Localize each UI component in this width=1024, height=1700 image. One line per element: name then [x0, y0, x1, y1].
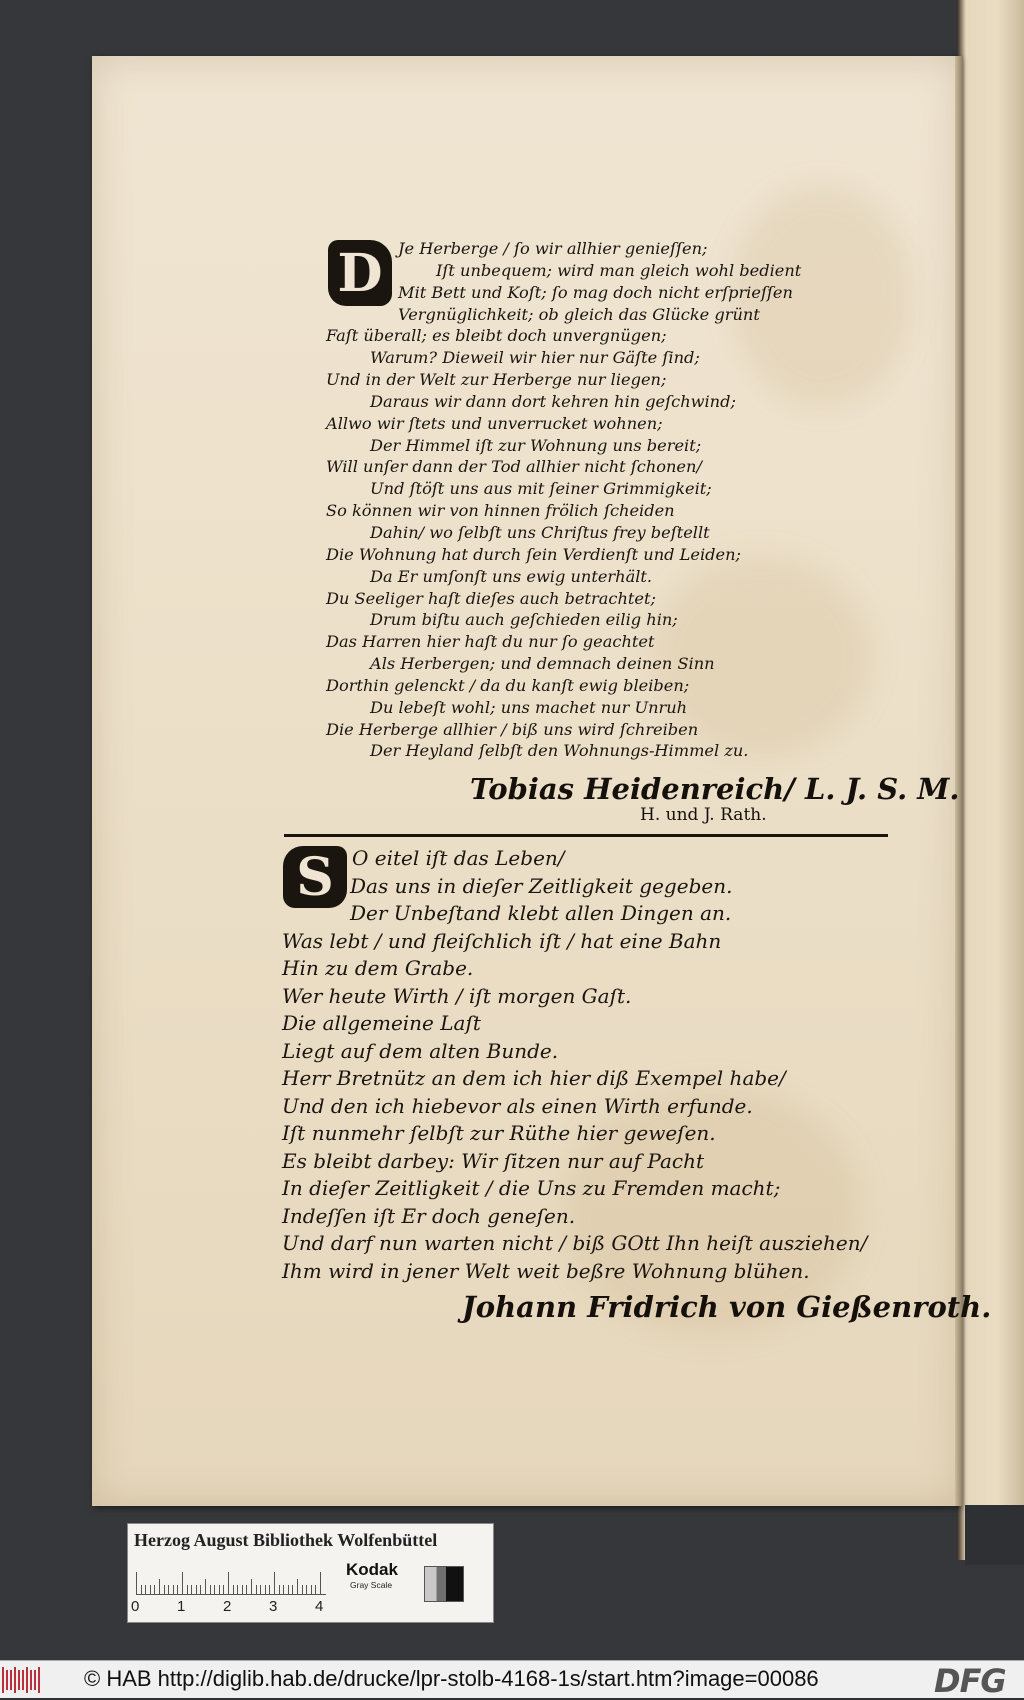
- ruler-tick: [274, 1572, 275, 1594]
- ruler-tick: [297, 1579, 298, 1594]
- ruler-tick: [154, 1585, 155, 1594]
- signature-giessenroth: Johann Fridrich von Gießenroth.: [462, 1290, 992, 1324]
- ruler-tick: [246, 1585, 247, 1594]
- poem-line: Liegt auf dem alten Bunde.: [282, 1038, 559, 1063]
- poem-line: Indeſſen iſt Er doch geneſen.: [282, 1203, 576, 1228]
- adjacent-page-strip: [958, 0, 1024, 1560]
- poem-line: Du Seeliger haſt dieſes auch betrachtet;: [326, 588, 656, 608]
- decorative-initial-s: S: [283, 846, 347, 908]
- ruler-tick: [191, 1585, 192, 1594]
- poem-line: So können wir von hinnen frölich ſcheiden: [326, 501, 675, 521]
- scan-background-corner: [965, 1505, 1024, 1565]
- decorative-initial-d: D: [328, 240, 392, 306]
- ruler-tick: [223, 1585, 224, 1594]
- poem-line: Und darf nun warten nicht / biß GOtt Ihn heiſt ausziehen/: [282, 1231, 868, 1255]
- ruler-tick: [228, 1572, 229, 1594]
- ruler-number: 3: [269, 1598, 278, 1615]
- poem-line: Will unſer dann der Tod allhier nicht ſchonen/: [326, 457, 702, 477]
- poem-line: Die Wohnung hat durch ſein Verdienſt und Leiden;: [326, 544, 741, 564]
- poem-line: Was lebt / und fleiſchlich iſt / hat eine Bahn: [282, 928, 722, 953]
- ruler-tick: [292, 1585, 293, 1594]
- library-scale-card: [127, 1523, 494, 1623]
- ruler-tick: [164, 1585, 165, 1594]
- gray-scale-label: Gray Scale: [350, 1580, 393, 1590]
- poem-line: Vergnüglichkeit; ob gleich das Glücke grünt: [398, 304, 760, 324]
- poem-line: Hin zu dem Grabe.: [282, 956, 474, 980]
- poem-line: Faſt überall; es bleibt doch unvergnügen;: [326, 326, 667, 346]
- poem-line: Drum biſtu auch geſchieden eilig hin;: [370, 610, 678, 630]
- ruler-tick: [237, 1585, 238, 1594]
- library-name: Herzog August Bibliothek Wolfenbüttel: [134, 1530, 438, 1550]
- ruler-tick: [302, 1585, 303, 1594]
- poem-line: Und in der Welt zur Herberge nur liegen;: [326, 370, 667, 390]
- ruler-tick: [256, 1585, 257, 1594]
- section-divider: [284, 834, 888, 837]
- ruler-tick: [159, 1579, 160, 1594]
- ruler-tick: [168, 1585, 169, 1594]
- poem-line: Daraus wir dann dort kehren hin geſchwind;: [370, 391, 736, 411]
- ruler-tick: [320, 1572, 321, 1594]
- ruler-tick: [200, 1585, 201, 1594]
- ruler-tick: [251, 1579, 252, 1594]
- ruler-tick: [283, 1585, 284, 1594]
- poem-line: Der Heyland ſelbſt den Wohnungs-Himmel zu.: [370, 741, 749, 761]
- footer-bar: [0, 1660, 1024, 1698]
- poem-line: Und ſtöſt uns aus mit ſeiner Grimmigkeit;: [370, 479, 712, 499]
- ruler-number: 1: [177, 1598, 186, 1615]
- poem-line: Warum? Dieweil wir hier nur Gäſte ſind;: [370, 348, 700, 368]
- poem-line: Iſt nunmehr ſelbſt zur Rüthe hier geweſen.: [282, 1121, 716, 1145]
- ruler-number: 0: [131, 1598, 140, 1615]
- poem-line: Dorthin gelenckt / da du kanſt ewig bleiben;: [326, 675, 690, 695]
- ruler-tick: [260, 1585, 261, 1594]
- ruler-tick: [187, 1585, 188, 1594]
- poem-line: Allwo wir ſtets und unverrucket wohnen;: [326, 413, 663, 433]
- ruler-number: 4: [315, 1598, 324, 1615]
- gray-scale-swatch: [424, 1566, 464, 1602]
- ruler-tick: [279, 1585, 280, 1594]
- ruler-tick: [269, 1585, 270, 1594]
- poem-line: O eitel iſt das Leben/: [352, 846, 565, 870]
- poem-line: Ihm wird in jener Welt weit beßre Wohnung blühen.: [282, 1258, 810, 1283]
- ruler-tick: [173, 1585, 174, 1594]
- ruler-tick: [315, 1585, 316, 1594]
- poem-line: Der Himmel iſt zur Wohnung uns bereit;: [370, 435, 702, 455]
- ruler-tick: [265, 1585, 266, 1594]
- poem-line: Herr Bretnütz an dem ich hier diß Exempel habe/: [282, 1066, 786, 1090]
- ruler-tick: [182, 1572, 183, 1594]
- poem-line: Der Unbeſtand klebt allen Dingen an.: [350, 901, 732, 925]
- ruler-tick: [219, 1585, 220, 1594]
- ruler-tick: [233, 1585, 234, 1594]
- poem-line: Mit Bett und Koſt; ſo mag doch nicht erſprieſſen: [398, 282, 793, 302]
- poem-line: Je Herberge / ſo wir allhier genieſſen;: [398, 239, 708, 258]
- ruler-tick: [136, 1572, 137, 1594]
- poem-line: Iſt unbequem; wird man gleich wohl bedient: [436, 260, 802, 280]
- ruler-tick: [145, 1585, 146, 1594]
- ruler-tick: [177, 1585, 178, 1594]
- ruler-tick: [242, 1585, 243, 1594]
- poem-line: Du lebeſt wohl; uns machet nur Unruh: [370, 697, 688, 717]
- ruler-tick: [150, 1585, 151, 1594]
- signature-heidenreich: Tobias Heidenreich/ L. J. S. M.: [470, 772, 960, 806]
- poem-line: Das uns in dieſer Zeitligkeit gegeben.: [350, 873, 733, 898]
- hab-barcode-icon: [2, 1667, 42, 1693]
- poem-line: Und den ich hiebevor als einen Wirth erfunde.: [282, 1093, 753, 1118]
- ruler-tick: [141, 1585, 142, 1594]
- poem-heidenreich: [326, 238, 886, 762]
- poem-line: Dahin/ wo ſelbſt uns Chriſtus frey beſtellt: [370, 522, 710, 542]
- poem-line: Die Herberge allhier / biß uns wird ſchreiben: [326, 719, 699, 739]
- ruler-number: 2: [223, 1598, 232, 1615]
- poem-giessenroth: [282, 845, 882, 1285]
- poem-line: Da Er umſonſt uns ewig unterhält.: [370, 566, 653, 586]
- measurement-ruler: [136, 1568, 326, 1595]
- ruler-tick: [311, 1585, 312, 1594]
- footer-citation-link[interactable]: © HAB http://diglib.hab.de/drucke/lpr-stolb-4168-1s/start.htm?image=00086: [84, 1666, 819, 1691]
- ruler-tick: [205, 1579, 206, 1594]
- poem-line: Es bleibt darbey: Wir ſitzen nur auf Pacht: [282, 1148, 704, 1173]
- ruler-tick: [306, 1585, 307, 1594]
- ruler-tick: [288, 1585, 289, 1594]
- signature-title: H. und J. Rath.: [640, 805, 767, 825]
- poem-line: Die allgemeine Laſt: [282, 1011, 481, 1035]
- ruler-tick: [196, 1585, 197, 1594]
- ruler-tick: [210, 1585, 211, 1594]
- poem-line: Das Harren hier haſt du nur ſo geachtet: [326, 632, 655, 652]
- poem-line: Als Herbergen; und demnach deinen Sinn: [370, 654, 715, 674]
- poem-line: In dieſer Zeitligkeit / die Uns zu Fremden macht;: [282, 1176, 781, 1200]
- kodak-brand: Kodak: [346, 1560, 398, 1579]
- dfg-logo: DFG: [934, 1662, 1006, 1700]
- poem-line: Wer heute Wirth / iſt morgen Gaſt.: [282, 983, 632, 1008]
- ruler-tick: [214, 1585, 215, 1594]
